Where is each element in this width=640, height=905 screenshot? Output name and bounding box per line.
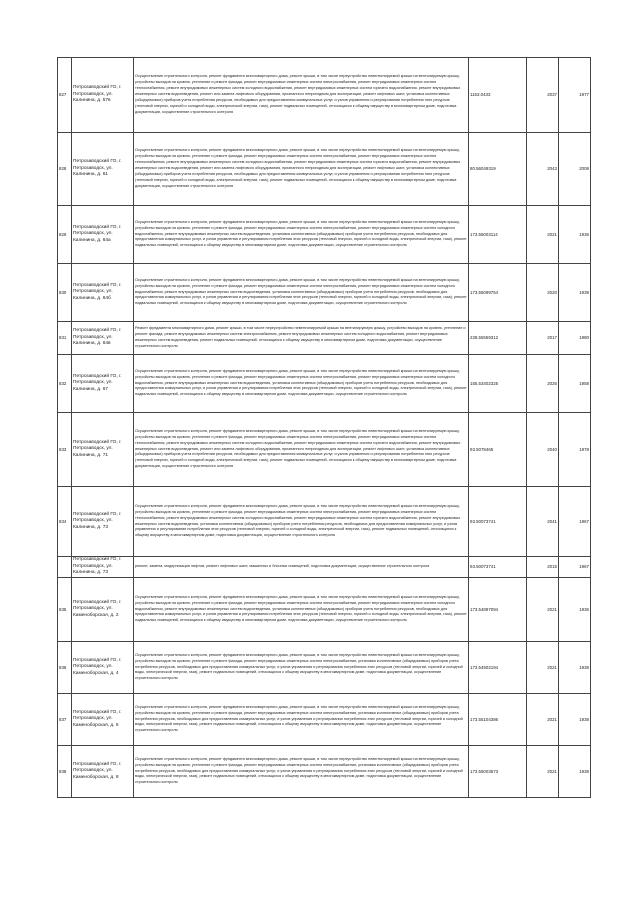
planned-year-cell: 2020 bbox=[527, 264, 559, 322]
row-number: 834 bbox=[58, 487, 72, 557]
build-year-cell: 1936 bbox=[559, 578, 591, 642]
row-number: 837 bbox=[58, 694, 72, 746]
value-cell: 173.55003573 bbox=[469, 746, 527, 798]
value-cell: 155.53402325 bbox=[469, 355, 527, 413]
value-cell: 173.54902194 bbox=[469, 642, 527, 694]
planned-year-cell: 2021 bbox=[527, 206, 559, 264]
address-cell: Петрозаводский ГО, г. Петрозаводск, ул. Калинина, д. 73 bbox=[72, 487, 134, 557]
table-row bbox=[58, 557, 591, 578]
planned-year-cell: 2017 bbox=[527, 322, 559, 355]
value-cell: 173.55003114 bbox=[469, 206, 527, 264]
table-row bbox=[58, 487, 591, 557]
value-cell: 93.50073741 bbox=[469, 487, 527, 557]
address-cell: Петрозаводский ГО, г. Петрозаводск, ул. Калинина, д. 64в bbox=[72, 322, 134, 355]
planned-year-cell: 2021 bbox=[527, 694, 559, 746]
address-cell: Петрозаводский ГО, г. Петрозаводск, ул. Калинина, д. 73 bbox=[72, 557, 134, 578]
address-cell: Петрозаводский ГО, г. Петрозаводск, ул. Калинина, д. 64а bbox=[72, 206, 134, 264]
build-year-cell: 1939 bbox=[559, 264, 591, 322]
row-number: 835 bbox=[58, 578, 72, 642]
value-cell: 173.54897094 bbox=[469, 578, 527, 642]
table-row bbox=[58, 694, 591, 746]
table-row bbox=[58, 322, 591, 355]
value-cell: 93.5078465 bbox=[469, 413, 527, 487]
table-row bbox=[58, 413, 591, 487]
table-row bbox=[58, 133, 591, 206]
table-row bbox=[58, 578, 591, 642]
table-row bbox=[58, 58, 591, 133]
build-year-cell: 1938 bbox=[559, 694, 591, 746]
build-year-cell: 1967 bbox=[559, 487, 591, 557]
planned-year-cell: 2043 bbox=[527, 133, 559, 206]
capital-repair-table bbox=[57, 57, 591, 798]
build-year-cell: 1967 bbox=[559, 557, 591, 578]
row-number: 830 bbox=[58, 264, 72, 322]
planned-year-cell: 2026 bbox=[527, 355, 559, 413]
works-cell: Осуществление строительного контроля, ремонт фундамента многоквартирного дома, ремонт крыши, в том числе переустройство невентилируемой крыши на вентилируемую крышу, устройство выходов на кровлю, утепление и ремонт фасада, ремонт внутридомовых инженерных систем электроснабжения, ремонт внутридомовых инженерных систем холодного водоснабжения, ремонт внутридомовых инженерных систем водоотведения, установка коллективных (общедомовых) приборов учета потребления ресурсов, необходимых для предоставления коммунальных услуг, и узлов управления и регулирования потребления этих ресурсов (тепловой энергии, горячей и холодной воды, электрической энергии, газа), ремонт подвальных помещений, относящихся к общему имуществу в многоквартирном доме, подготовка документации, осуществление строительного контроля bbox=[134, 578, 469, 642]
build-year-cell: 1938 bbox=[559, 642, 591, 694]
row-number: 831 bbox=[58, 322, 72, 355]
table-row bbox=[58, 642, 591, 694]
build-year-cell: 2008 bbox=[559, 133, 591, 206]
works-cell: Осуществление строительного контроля, ремонт фундамента многоквартирного дома, ремонт крыши, в том числе переустройство невентилируемой крыши на вентилируемую крышу, устройство выходов на кровлю, утепление и ремонт фасада, ремонт внутридомовых инженерных систем электроснабжения, установка коллективных (общедомовых) приборов учета потребления ресурсов, необходимых для предоставления коммунальных услуг, и узлов управления и регулирования потребления этих ресурсов (тепловой энергии, горячей и холодной воды, электрической энергии, газа), ремонт подвальных помещений, относящихся к общему имуществу в многоквартирном доме, подготовка документации, осуществление строительного контроля bbox=[134, 694, 469, 746]
planned-year-cell: 2037 bbox=[527, 58, 559, 133]
works-cell: ремонт, замена, модернизация лифтов, ремонт лифтовых шахт, машинных и блочных помещений, подготовка документации, осуществление строительного контроля bbox=[134, 557, 469, 578]
address-cell: Петрозаводский ГО, г. Петрозаводск, ул. Калинина, д. 71 bbox=[72, 413, 134, 487]
works-cell: Осуществление строительного контроля, ремонт фундамента многоквартирного дома, ремонт крыши, в том числе переустройство невентилируемой крыши на вентилируемую крышу, устройство выходов на кровлю, утепление и ремонт фасада, ремонт внутридомовых инженерных систем электроснабжения, установка коллективных (общедомовых) приборов учета потребления ресурсов, необходимых для предоставления коммунальных услуг, и узлов управления и регулирования потребления этих ресурсов (тепловой энергии, горячей и холодной воды, электрической энергии, газа), ремонт подвальных помещений, относящихся к общему имуществу в многоквартирном доме, подготовка документации, осуществление строительного контроля bbox=[134, 746, 469, 798]
build-year-cell: 1938 bbox=[559, 746, 591, 798]
works-cell: Осуществление строительного контроля, ремонт фундамента многоквартирного дома, ремонт крыши, в том числе переустройство невентилируемой крыши на вентилируемую крышу, устройство выходов на кровлю, утепление и ремонт фасада, ремонт внутридомовых инженерных систем электроснабжения, ремонт внутридомовых инженерных систем теплоснабжения, ремонт внутридомовых инженерных систем холодного водоснабжения, ремонт внутридомовых инженерных систем горячего водоснабжения, ремонт внутридомовых инженерных систем водоотведения, ремонт или замена лифтового оборудования, признанного непригодным для эксплуатации, ремонт лифтовых шахт, установка коллективных (общедомовых) приборов учета потребления ресурсов, необходимых для предоставления коммунальных услуг, и узлов управления и регулирования потребления этих ресурсов (тепловой энергии, горячей и холодной воды, электрической энергии, газа), ремонт подвальных помещений, относящихся к общему имуществу в многоквартирном доме, подготовка документации, осуществление строительного контроля bbox=[134, 413, 469, 487]
value-cell: 80.56049319 bbox=[469, 133, 527, 206]
build-year-cell: 1936 bbox=[559, 206, 591, 264]
address-cell: Петрозаводский ГО, г. Петрозаводск, ул. Каменоборская, д. 4 bbox=[72, 642, 134, 694]
planned-year-cell: 2021 bbox=[527, 746, 559, 798]
value-cell: 173.55099754 bbox=[469, 264, 527, 322]
planned-year-cell: 2015 bbox=[527, 557, 559, 578]
row-number: 833 bbox=[58, 413, 72, 487]
address-cell: Петрозаводский ГО, г. Петрозаводск, ул. Калинина, д. 61 bbox=[72, 133, 134, 206]
planned-year-cell: 2041 bbox=[527, 487, 559, 557]
works-cell: Осуществление строительного контроля, ремонт фундамента многоквартирного дома, ремонт крыши, в том числе переустройство невентилируемой крыши на вентилируемую крышу, устройство выходов на кровлю, утепление и ремонт фасада, ремонт внутридомовых инженерных систем электроснабжения, установка коллективных (общедомовых) приборов учета потребления ресурсов, необходимых для предоставления коммунальных услуг, и узлов управления и регулирования потребления этих ресурсов (тепловой энергии, горячей и холодной воды, электрической энергии, газа), ремонт подвальных помещений, относящихся к общему имуществу в многоквартирном доме, подготовка документации, осуществление строительного контроля bbox=[134, 642, 469, 694]
table-row bbox=[58, 206, 591, 264]
address-cell: Петрозаводский ГО, г. Петрозаводск, ул. Калинина, д. 67 bbox=[72, 355, 134, 413]
table-row bbox=[58, 264, 591, 322]
table-row bbox=[58, 746, 591, 798]
row-number: 832 bbox=[58, 355, 72, 413]
address-cell: Петрозаводский ГО, г. Петрозаводск, ул. Каменоборская, д. 8 bbox=[72, 746, 134, 798]
works-cell: Осуществление строительного контроля, ремонт фундамента многоквартирного дома, ремонт крыши, в том числе переустройство невентилируемой крыши на вентилируемую крышу, устройство выходов на кровлю, утепление и ремонт фасада, ремонт внутридомовых инженерных систем электроснабжения, ремонт внутридомовых инженерных систем холодного водоснабжения, ремонт внутридомовых инженерных систем водоотведения, установка коллективных (общедомовых) приборов учета потребления ресурсов, необходимых для предоставления коммунальных услуг, и узлов управления и регулирования потребления этих ресурсов (тепловой энергии, горячей и холодной воды, электрической энергии, газа), ремонт подвальных помещений, относящихся к общему имуществу в многоквартирном доме, подготовка документации, осуществление строительного контроля bbox=[134, 264, 469, 322]
row-number: 829 bbox=[58, 206, 72, 264]
row-number: 827 bbox=[58, 58, 72, 133]
works-cell: Осуществление строительного контроля, ремонт фундамента многоквартирного дома, ремонт крыши, в том числе переустройство невентилируемой крыши на вентилируемую крышу, устройство выходов на кровлю, утепление и ремонт фасада, ремонт внутридомовых инженерных систем электроснабжения, ремонт внутридомовых инженерных систем теплоснабжения, ремонт внутридомовых инженерных систем холодного водоснабжения, ремонт внутридомовых инженерных систем горячего водоснабжения, ремонт внутридомовых инженерных систем водоотведения, ремонт или замена лифтового оборудования, признанного непригодным для эксплуатации, ремонт лифтовых шахт, установка коллективных (общедомовых) приборов учета потребления ресурсов, необходимых для предоставления коммунальных услуг, и узлов управления и регулирования потребления этих ресурсов (тепловой энергии, горячей и холодной воды, электрической энергии, газа), ремонт подвальных помещений, относящихся к общему имуществу в многоквартирном доме, подготовка документации, осуществление строительного контроля bbox=[134, 58, 469, 133]
build-year-cell: 1958 bbox=[559, 355, 591, 413]
planned-year-cell: 2021 bbox=[527, 578, 559, 642]
table-row bbox=[58, 355, 591, 413]
value-cell: 93.50073741 bbox=[469, 557, 527, 578]
planned-year-cell: 2021 bbox=[527, 642, 559, 694]
document-page bbox=[57, 57, 590, 798]
row-number: 828 bbox=[58, 133, 72, 206]
row-number bbox=[58, 557, 72, 578]
value-cell: 1153.0433 bbox=[469, 58, 527, 133]
address-cell: Петрозаводский ГО, г. Петрозаводск, ул. Калинина, д. 64б bbox=[72, 264, 134, 322]
row-number: 838 bbox=[58, 746, 72, 798]
address-cell: Петрозаводский ГО, г. Петрозаводск, ул. Каменоборская, д. 6 bbox=[72, 694, 134, 746]
works-cell: Осуществление строительного контроля, ремонт фундамента многоквартирного дома, ремонт крыши, в том числе переустройство невентилируемой крыши на вентилируемую крышу, устройство выходов на кровлю, утепление и ремонт фасада, ремонт внутридомовых инженерных систем электроснабжения, ремонт внутридомовых инженерных систем теплоснабжения, ремонт внутридомовых инженерных систем холодного водоснабжения, ремонт внутридомовых инженерных систем горячего водоснабжения, ремонт внутридомовых инженерных систем водоотведения, ремонт или замена лифтового оборудования, признанного непригодным для эксплуатации, ремонт лифтовых шахт, установка коллективных (общедомовых) приборов учета потребления ресурсов, необходимых для предоставления коммунальных услуг, и узлов управления и регулирования потребления этих ресурсов (тепловой энергии, горячей и холодной воды, электрической энергии, газа), ремонт подвальных помещений, относящихся к общему имуществу в многоквартирном доме, подготовка документации, осуществление строительного контроля bbox=[134, 133, 469, 206]
build-year-cell: 1977 bbox=[559, 58, 591, 133]
row-number: 836 bbox=[58, 642, 72, 694]
works-cell: Ремонт фундамента многоквартирного дома, ремонт крыши, в том числе переустройство невентилируемой крыши на вентилируемую крышу, устройство выходов на кровлю, утепление и ремонт фасада, ремонт внутридомовых инженерных систем электроснабжения, ремонт внутридомовых инженерных систем холодного водоснабжения, ремонт внутридомовых инженерных систем водоотведения, ремонт подвальных помещений, относящихся к общему имуществу в многоквартирном доме, подготовка документации, осуществление строительного контроля bbox=[134, 322, 469, 355]
address-cell: Петрозаводский ГО, г. Петрозаводск, ул. Калинина, д. 57в bbox=[72, 58, 134, 133]
works-cell: Осуществление строительного контроля, ремонт фундамента многоквартирного дома, ремонт крыши, в том числе переустройство невентилируемой крыши на вентилируемую крышу, устройство выходов на кровлю, утепление и ремонт фасада, ремонт внутридомовых инженерных систем электроснабжения, ремонт внутридомовых инженерных систем теплоснабжения, ремонт внутридомовых инженерных систем холодного водоснабжения, ремонт внутридомовых инженерных систем горячего водоснабжения, ремонт внутридомовых инженерных систем водоотведения, установка коллективных (общедомовых) приборов учета потребления ресурсов, необходимых для предоставления коммунальных услуг, и узлов управления и регулирования потребления этих ресурсов (тепловой энергии, горячей и холодной воды, электрической энергии, газа), ремонт подвальных помещений, относящихся к общему имуществу в многоквартирном доме, подготовка документации, осуществление строительного контроля bbox=[134, 487, 469, 557]
address-cell: Петрозаводский ГО, г. Петрозаводск, ул. Каменоборская, д. 2 bbox=[72, 578, 134, 642]
planned-year-cell: 2040 bbox=[527, 413, 559, 487]
value-cell: 228.55559312 bbox=[469, 322, 527, 355]
build-year-cell: 1978 bbox=[559, 413, 591, 487]
works-cell: Осуществление строительного контроля, ремонт фундамента многоквартирного дома, ремонт крыши, в том числе переустройство невентилируемой крыши на вентилируемую крышу, устройство выходов на кровлю, утепление и ремонт фасада, ремонт внутридомовых инженерных систем электроснабжения, ремонт внутридомовых инженерных систем холодного водоснабжения, ремонт внутридомовых инженерных систем водоотведения, установка коллективных (общедомовых) приборов учета потребления ресурсов, необходимых для предоставления коммунальных услуг, и узлов управления и регулирования потребления этих ресурсов (тепловой энергии, горячей и холодной воды, электрической энергии, газа), ремонт подвальных помещений, относящихся к общему имуществу в многоквартирном доме, подготовка документации, осуществление строительного контроля bbox=[134, 355, 469, 413]
build-year-cell: 1980 bbox=[559, 322, 591, 355]
value-cell: 173.55104386 bbox=[469, 694, 527, 746]
works-cell: Осуществление строительного контроля, ремонт фундамента многоквартирного дома, ремонт крыши, в том числе переустройство невентилируемой крыши на вентилируемую крышу, устройство выходов на кровлю, утепление и ремонт фасада, ремонт внутридомовых инженерных систем электроснабжения, ремонт внутридомовых инженерных систем холодного водоснабжения, ремонт внутридомовых инженерных систем водоотведения, установка коллективных (общедомовых) приборов учета потребления ресурсов, необходимых для предоставления коммунальных услуг, и узлов управления и регулирования потребления этих ресурсов (тепловой энергии, горячей и холодной воды, электрической энергии, газа), ремонт подвальных помещений, относящихся к общему имуществу в многоквартирном доме, подготовка документации, осуществление строительного контроля bbox=[134, 206, 469, 264]
